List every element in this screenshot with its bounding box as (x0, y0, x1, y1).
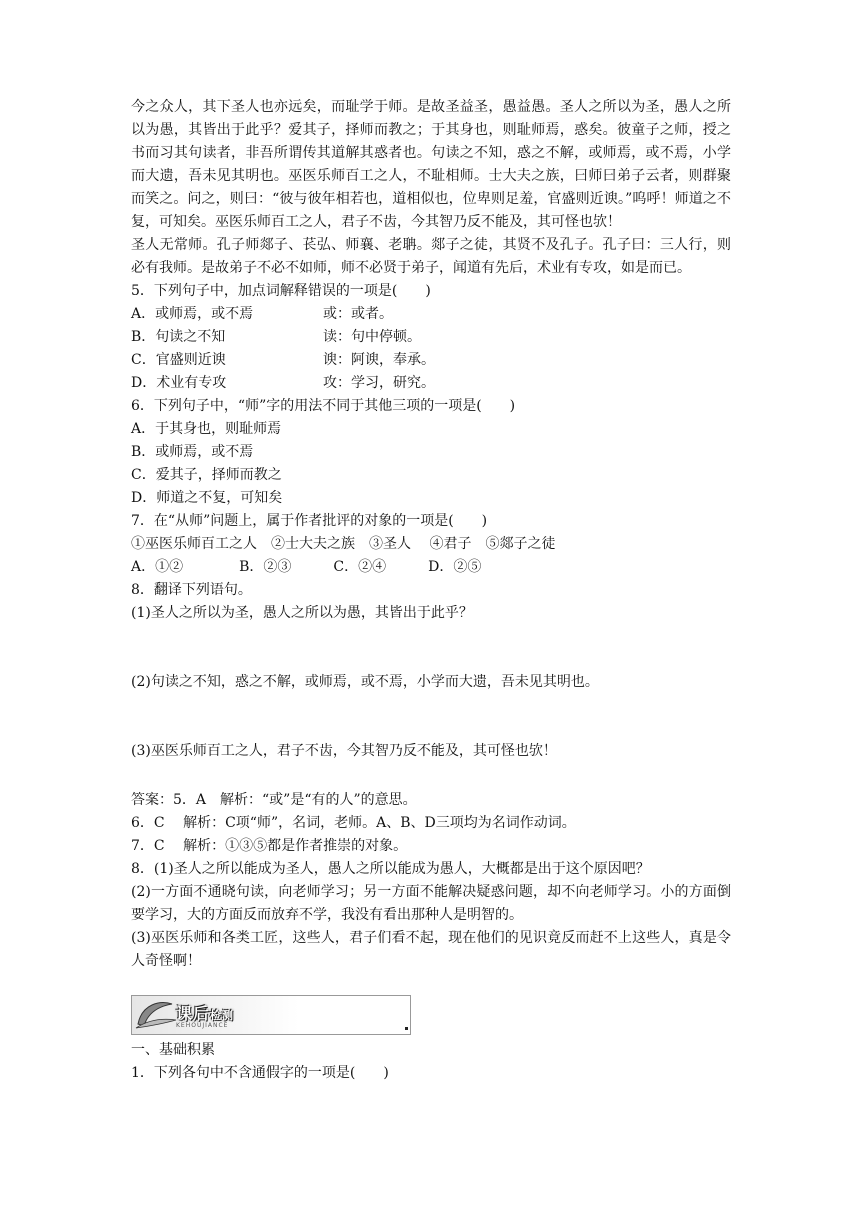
question-6-stem: 6．下列句子中，“师”字的用法不同于其他三项的一项是( ) (131, 398, 516, 414)
q8-sentence-3: (3)巫医乐师百工之人，君子不齿，今其智乃反不能及，其可怪也欤！ (131, 743, 557, 759)
document-page (131, 96, 731, 1085)
answer-8-1: 8．(1)圣人之所以能成为圣人，愚人之所以能成为愚人，大概都是出于这个原因吧？ (131, 861, 650, 877)
q5-option-d (131, 372, 731, 395)
q6-option-a: A．于其身也，则耻师焉 (131, 421, 282, 437)
q5-option-b (131, 326, 731, 349)
q5-option-b-text: B．句读之不知 (131, 329, 226, 345)
question-5-stem: 5．下列句子中，加点词解释错误的一项是( ) (131, 283, 431, 299)
q5-option-b-gloss: 读：句中停顿。 (323, 329, 421, 345)
q8-sentence-1: (1)圣人之所以为圣，愚人之所以为愚，其皆出于此乎？ (131, 605, 473, 621)
q5-option-a (131, 303, 731, 326)
q7-choices: A．①② B．②③ C．②④ D．②⑤ (131, 559, 482, 575)
answer-5: 答案：5．A 解析：“或”是“有的人”的意思。 (131, 792, 417, 808)
q7-items: ①巫医乐师百工之人 ②士大夫之族 ③圣人 ④君子 ⑤郯子之徒 (131, 536, 556, 552)
banner-dot (405, 1027, 408, 1030)
passage-paragraph-1: 今之众人，其下圣人也亦远矣，而耻学于师。是故圣益圣，愚益愚。圣人之所以为圣，愚人之所以为愚，其皆出于此乎？爱其子，择师而教之；于其身也，则耻师焉，惑矣。彼童子之师，授之书而习其句读者，非吾所谓传其道解其惑者也。句读之不知，惑之不解，或师焉，或不焉，小学而大遗，吾未见其明也。巫医乐师百工之人，不耻相师。士大夫之族，曰师曰弟子云者，则群聚而笑之。问之，则曰：“彼与彼年相若也，道相似也，位卑则足羞，官盛则近谀。”呜呼！师道之不复，可知矣。巫医乐师百工之人，君子不齿，今其智乃反不能及，其可怪也欤！ (131, 99, 731, 230)
passage-paragraph-2: 圣人无常师。孔子师郯子、苌弘、师襄、老聃。郯子之徒，其贤不及孔子。孔子曰：三人行，则必有我师。是故弟子不必不如师，师不必贤于弟子，闻道有先后，术业有专攻，如是而已。 (131, 237, 731, 276)
answer-8-2: (2)一方面不通晓句读，向老师学习；另一方面不能解决疑惑问题，却不向老师学习。小的方面倒要学习，大的方面反而放弃不学，我没有看出那种人是明智的。 (131, 884, 731, 923)
banner-pinyin: KEHOUJIANCE (176, 1022, 229, 1029)
q5-option-a-gloss: 或：或者。 (323, 306, 393, 322)
swoosh-icon (134, 998, 178, 1030)
answer-8-3: (3)巫医乐师和各类工匠，这些人，君子们看不起，现在他们的见识竟反而赶不上这些人，真是令人奇怪啊！ (131, 930, 731, 969)
answer-space-2 (131, 694, 731, 740)
answer-7: 7．C 解析：①③⑤都是作者推崇的对象。 (131, 838, 408, 854)
q5-option-c-gloss: 谀：阿谀，奉承。 (323, 352, 435, 368)
answer-space-1 (131, 625, 731, 671)
q8-sentence-2: (2)句读之不知，惑之不解，或师焉，或不焉，小学而大遗，吾未见其明也。 (131, 674, 599, 690)
question-8-stem: 8．翻译下列语句。 (131, 582, 252, 598)
q5-option-d-gloss: 攻：学习，研究。 (323, 375, 435, 391)
q6-option-b: B．或师焉，或不焉 (131, 444, 254, 460)
section-heading: 一、基础积累 (131, 1042, 215, 1058)
section-banner-kehoujiance (131, 995, 411, 1035)
question-1-stem: 1．下列各句中不含通假字的一项是( ) (131, 1065, 389, 1081)
q5-option-c (131, 349, 731, 372)
q6-option-d: D．师道之不复，可知矣 (131, 490, 283, 506)
answer-6: 6．C 解析：C项“师”，名词，老师。A、B、D三项均为名词作动词。 (131, 815, 576, 831)
q6-option-c: C．爱其子，择师而教之 (131, 467, 282, 483)
banner-title-small: 检测 (210, 1009, 235, 1022)
answer-space-3 (131, 763, 731, 789)
q5-option-c-text: C．官盛则近谀 (131, 352, 226, 368)
q5-option-a-text: A．或师焉，或不焉 (131, 306, 254, 322)
banner-title-main: 课后 (176, 1004, 211, 1023)
banner-title (176, 1001, 234, 1024)
q5-option-d-text: D．术业有专攻 (131, 375, 227, 391)
question-7-stem: 7．在“从师”问题上，属于作者批评的对象的一项是( ) (131, 513, 488, 529)
